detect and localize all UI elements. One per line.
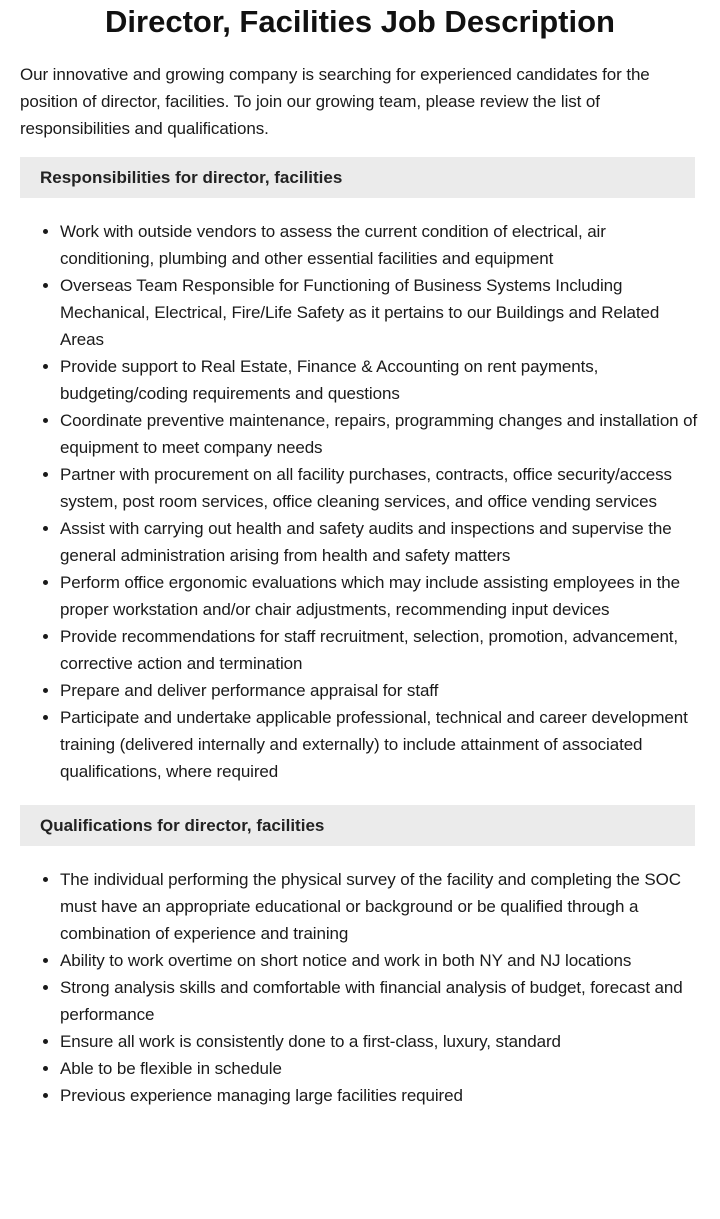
list-item: • Coordinate preventive maintenance, repairs, programming changes and installation of equipment to meet company needs	[60, 407, 700, 461]
qualifications-heading: Qualifications for director, facilities	[20, 805, 695, 846]
page-title: Director, Facilities Job Description	[105, 4, 615, 39]
list-item: • Provide support to Real Estate, Finance & Accounting on rent payments, budgeting/coding requirements and questions	[60, 353, 700, 407]
list-item: • Ability to work overtime on short notice and work in both NY and NJ locations	[60, 947, 700, 974]
list-item: • Assist with carrying out health and safety audits and inspections and supervise the general administration arising from health and safety matters	[60, 515, 700, 569]
list-item: • Strong analysis skills and comfortable with financial analysis of budget, forecast and performance	[60, 974, 700, 1028]
list-item: • Previous experience managing large facilities required	[60, 1082, 700, 1109]
list-item: • Overseas Team Responsible for Functioning of Business Systems Including Mechanical, Electrical, Fire/Life Safety as it pertains to our Buildings and Related Areas	[60, 272, 700, 353]
list-item: • Ensure all work is consistently done to a first-class, luxury, standard	[60, 1028, 700, 1055]
list-item: • Provide recommendations for staff recruitment, selection, promotion, advancement, corrective action and termination	[60, 623, 700, 677]
responsibilities-heading: Responsibilities for director, facilities	[20, 157, 695, 198]
list-item: • The individual performing the physical survey of the facility and completing the SOC must have an appropriate educational or background or be qualified through a combination of experience and training	[60, 866, 700, 947]
list-item: • Work with outside vendors to assess the current condition of electrical, air conditioning, plumbing and other essential facilities and equipment	[60, 218, 700, 272]
list-item: • Prepare and deliver performance appraisal for staff	[60, 677, 700, 704]
list-item: • Partner with procurement on all facility purchases, contracts, office security/access system, post room services, office cleaning services, and office vending services	[60, 461, 700, 515]
list-item: • Able to be flexible in schedule	[60, 1055, 700, 1082]
intro-text: Our innovative and growing company is searching for experienced candidates for the position of director, facilities. To join our growing team, please review the list of responsibilities and qualifications.	[20, 65, 650, 138]
qualifications-list	[20, 866, 700, 1109]
list-item: • Participate and undertake applicable professional, technical and career development training (delivered internally and externally) to include attainment of associated qualifications, where required	[60, 704, 700, 785]
responsibilities-list	[20, 218, 700, 785]
list-item: • Perform office ergonomic evaluations which may include assisting employees in the proper workstation and/or chair adjustments, recommending input devices	[60, 569, 700, 623]
